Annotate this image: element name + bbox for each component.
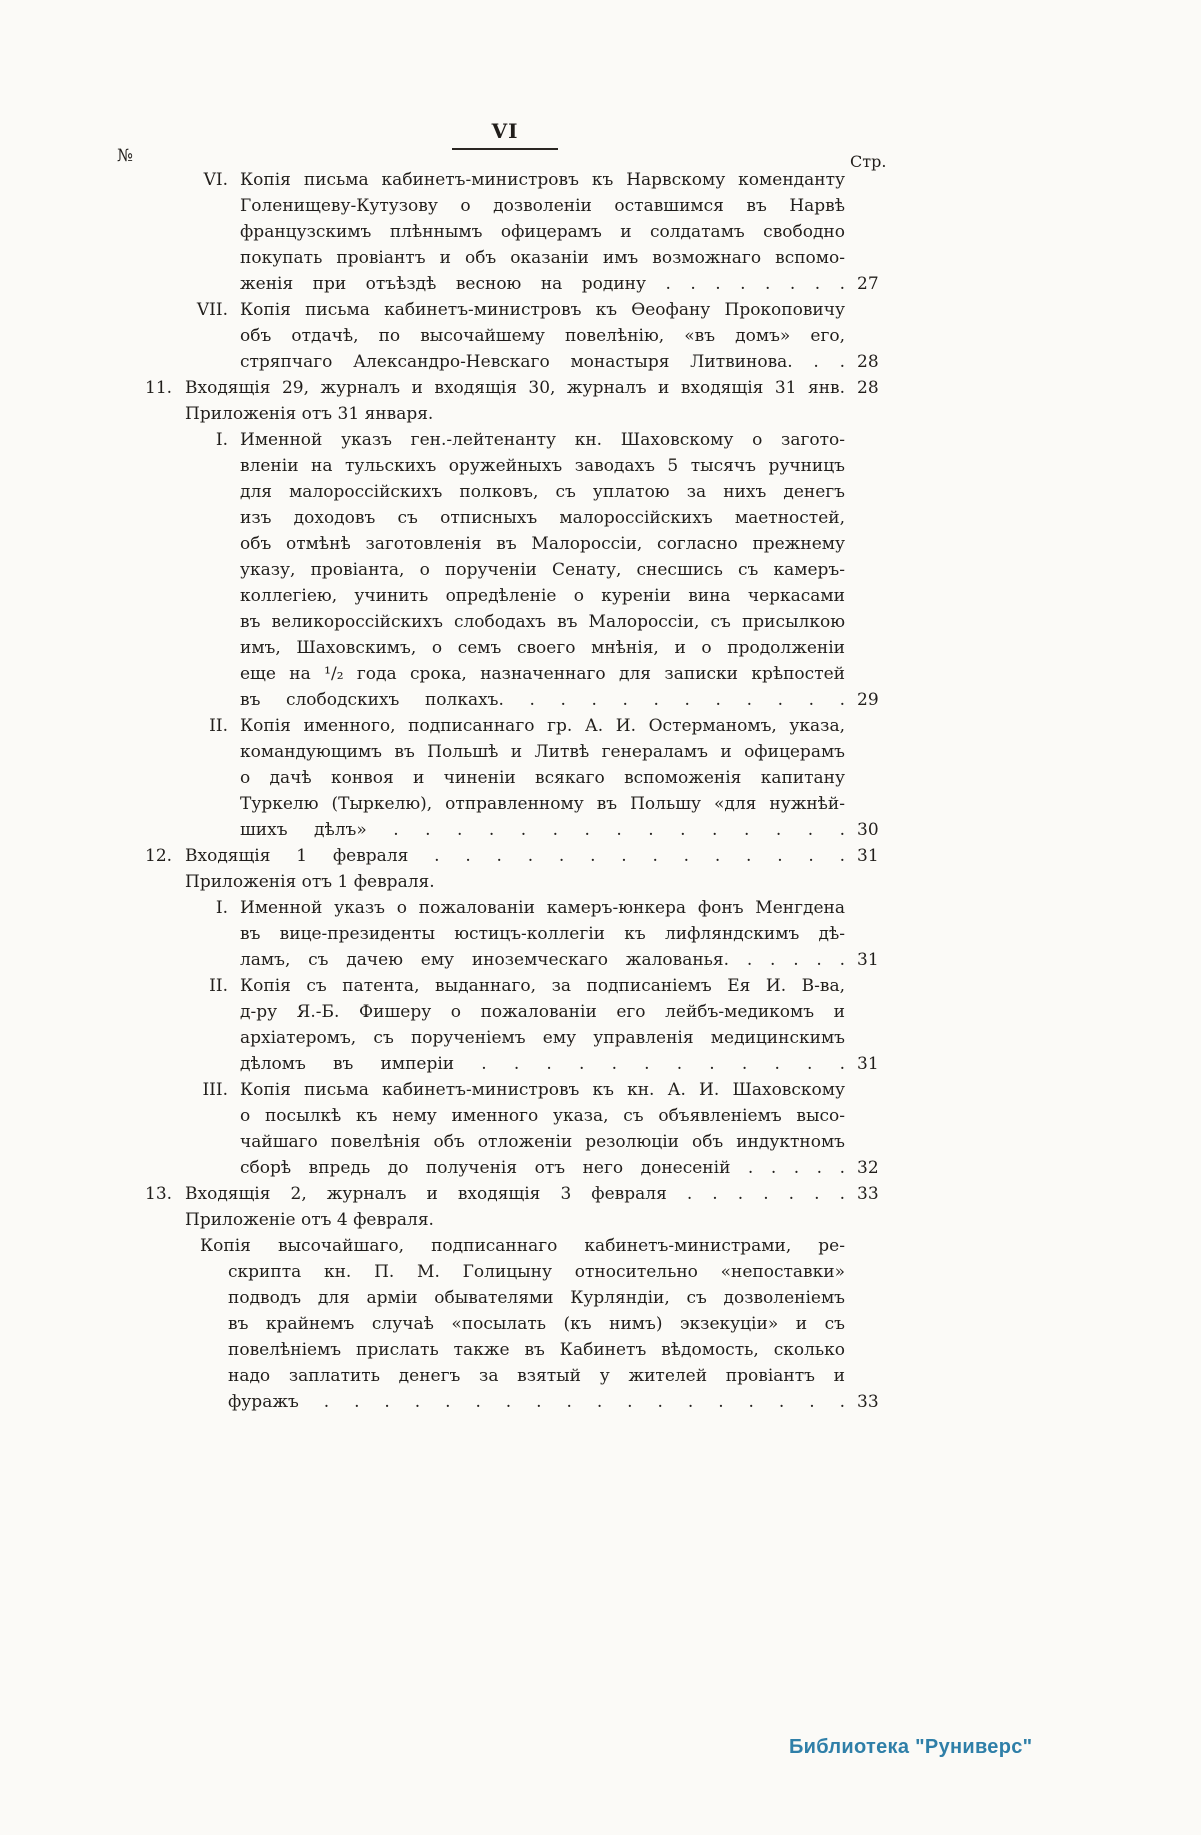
entry-line: Копія высочайшаго, подписаннаго кабинетъ-министрами, ре- (200, 1236, 845, 1256)
entry-line: Туркелю (Тыркелю), отправленному въ Польшу «для нужнѣй- (240, 794, 845, 814)
entry-line: командующимъ въ Польшѣ и Литвѣ генераламъ и офицерамъ (240, 742, 845, 762)
entry-line: покупать провіантъ и объ оказаніи имъ возможнаго вспомо- (240, 248, 845, 268)
entry-line: Приложенія отъ 1 февраля. (185, 872, 435, 892)
entry-line: чайшаго повелѣнія объ отложеніи резолюціи объ индуктномъ (240, 1132, 845, 1152)
entry-page-number: 33 (857, 1392, 879, 1412)
entry-line: женія при отъѣздѣ весною на родину . . . . . . . . (240, 274, 845, 294)
entry-line: еще на ¹/₂ года срока, назначеннаго для записки крѣпостей (240, 664, 845, 684)
entry-line: о посылкѣ къ нему именного указа, съ объявленіемъ высо- (240, 1106, 845, 1126)
toc-entry (0, 297, 1201, 375)
entry-line: о дачѣ конвоя и чиненіи всякаго вспоможенія капитану (240, 768, 845, 788)
toc-entries (0, 167, 1201, 1415)
entry-label: 12. (145, 846, 173, 866)
entry-line: въ великороссійскихъ слободахъ въ Малороссіи, съ присылкою (240, 612, 845, 632)
entry-page-number: 28 (857, 352, 879, 372)
entry-line: Приложенія отъ 31 января. (185, 404, 434, 424)
entry-line: Копія письма кабинетъ-министровъ къ Ѳеофану Прокоповичу (240, 300, 845, 320)
entry-number-column-header: № (117, 146, 134, 166)
entry-label: VII. (196, 300, 228, 320)
entry-line: повелѣніемъ прислать также въ Кабинетъ вѣдомость, сколько (228, 1340, 845, 1360)
entry-lines (240, 167, 845, 297)
entry-line: Входящія 2, журналъ и входящія 3 февраля . . . . . . . (185, 1184, 845, 1204)
entry-line: шихъ дѣлъ» . . . . . . . . . . . . . . . (240, 820, 845, 840)
toc-entry (0, 869, 1201, 895)
toc-entry (0, 973, 1201, 1077)
entry-line: д-ру Я.-Б. Фишеру о пожалованіи его лейбъ-медикомъ и (240, 1002, 845, 1022)
entry-line: вленіи на тульскихъ оружейныхъ заводахъ 5 тысячъ ручницъ (240, 456, 845, 476)
entry-page-number: 32 (857, 1158, 879, 1178)
toc-entry (0, 895, 1201, 973)
entry-lines (240, 427, 845, 713)
entry-page-number: 33 (857, 1184, 879, 1204)
toc-entry (0, 713, 1201, 843)
entry-lines (185, 375, 845, 401)
toc-entry (0, 375, 1201, 401)
entry-line: надо заплатить денегъ за взятый у жителей провіантъ и (228, 1366, 845, 1386)
toc-entry (0, 1181, 1201, 1207)
entry-page-number: 29 (857, 690, 879, 710)
entry-lines (185, 843, 845, 869)
entry-lines (185, 401, 845, 427)
toc-entry (0, 843, 1201, 869)
entry-line: стряпчаго Александро-Невскаго монастыря Литвинова. . . (240, 352, 845, 372)
toc-entry (0, 167, 1201, 297)
entry-page-number: 28 (857, 378, 879, 398)
entry-line: въ вице-президенты юстицъ-коллегіи къ лифляндскимъ дѣ- (240, 924, 845, 944)
library-watermark: Библиотека "Руниверс" (789, 1736, 1033, 1758)
entry-line: Входящія 29, журналъ и входящія 30, журналъ и входящія 31 янв. (185, 378, 845, 398)
page-number-header: VI (452, 119, 558, 150)
entry-label: 11. (145, 378, 173, 398)
entry-line: коллегіею, учинить опредѣленіе о куреніи вина черкасами (240, 586, 845, 606)
toc-entry (0, 427, 1201, 713)
entry-page-number: 31 (857, 846, 879, 866)
entry-lines (240, 895, 845, 973)
entry-line: изъ доходовъ съ отписныхъ малороссійскихъ маетностей, (240, 508, 845, 528)
entry-line: Копія письма кабинетъ-министровъ къ кн. А. И. Шаховскому (240, 1080, 845, 1100)
entry-line: архіатеромъ, съ порученіемъ ему управленія медицинскимъ (240, 1028, 845, 1048)
entry-label: II. (209, 716, 228, 736)
entry-line: сборѣ впредь до полученія отъ него донесеній . . . . . (240, 1158, 845, 1178)
entry-lines (185, 869, 845, 895)
entry-lines (200, 1233, 845, 1415)
entry-line: Копія письма кабинетъ-министровъ къ Нарвскому коменданту (240, 170, 845, 190)
toc-entry (0, 1207, 1201, 1233)
entry-line: Именной указъ о пожалованіи камеръ-юнкера фонъ Менгдена (240, 898, 845, 918)
entry-lines (240, 297, 845, 375)
entry-lines (240, 973, 845, 1077)
entry-label: III. (202, 1080, 228, 1100)
toc-entry (0, 1233, 1201, 1415)
entry-line: фуражъ . . . . . . . . . . . . . . . . . . (228, 1392, 845, 1412)
entry-label: I. (215, 430, 228, 450)
entry-page-number: 27 (857, 274, 879, 294)
entry-line: подводъ для арміи обывателями Курляндіи, съ дозволеніемъ (228, 1288, 845, 1308)
entry-label: 13. (145, 1184, 173, 1204)
entry-page-number: 31 (857, 1054, 879, 1074)
entry-line: объ отдачѣ, по высочайшему повелѣнію, «въ домъ» его, (240, 326, 845, 346)
entry-lines (185, 1181, 845, 1207)
entry-line: для малороссійскихъ полковъ, съ уплатою за нихъ денегъ (240, 482, 845, 502)
entry-lines (240, 713, 845, 843)
entry-line: Копія именного, подписаннаго гр. А. И. Остерманомъ, указа, (240, 716, 845, 736)
entry-line: имъ, Шаховскимъ, о семъ своего мнѣнія, и о продолженіи (240, 638, 845, 658)
entry-page-number: 31 (857, 950, 879, 970)
entry-line: ламъ, съ дачею ему иноземческаго жалованья. . . . . . (240, 950, 845, 970)
entry-line: объ отмѣнѣ заготовленія въ Малороссіи, согласно прежнему (240, 534, 845, 554)
entry-line: дѣломъ въ имперіи . . . . . . . . . . . . (240, 1054, 845, 1074)
entry-lines (185, 1207, 845, 1233)
entry-lines (240, 1077, 845, 1181)
entry-line: Входящія 1 февраля . . . . . . . . . . . . . . (185, 846, 845, 866)
entry-line: скрипта кн. П. М. Голицыну относительно «непоставки» (228, 1262, 845, 1282)
entry-line: Именной указъ ген.-лейтенанту кн. Шаховскому о загото- (240, 430, 845, 450)
entry-label: VI. (203, 170, 228, 190)
entry-page-number: 30 (857, 820, 879, 840)
page-column-header: Стр. (850, 152, 887, 171)
toc-entry (0, 401, 1201, 427)
entry-line: въ крайнемъ случаѣ «посылать (къ нимъ) экзекуціи» и съ (228, 1314, 845, 1334)
entry-line: указу, провіанта, о порученіи Сенату, снесшись съ камеръ- (240, 560, 845, 580)
entry-line: французскимъ плѣннымъ офицерамъ и солдатамъ свободно (240, 222, 845, 242)
entry-label: I. (215, 898, 228, 918)
entry-label: II. (209, 976, 228, 996)
entry-line: Приложеніе отъ 4 февраля. (185, 1210, 434, 1230)
entry-line: Голенищеву-Кутузову о дозволеніи оставшимся въ Нарвѣ (240, 196, 845, 216)
toc-entry (0, 1077, 1201, 1181)
entry-line: Копія съ патента, выданнаго, за подписаніемъ Ея И. В-ва, (240, 976, 845, 996)
entry-line: въ слободскихъ полкахъ. . . . . . . . . . . . (240, 690, 845, 710)
